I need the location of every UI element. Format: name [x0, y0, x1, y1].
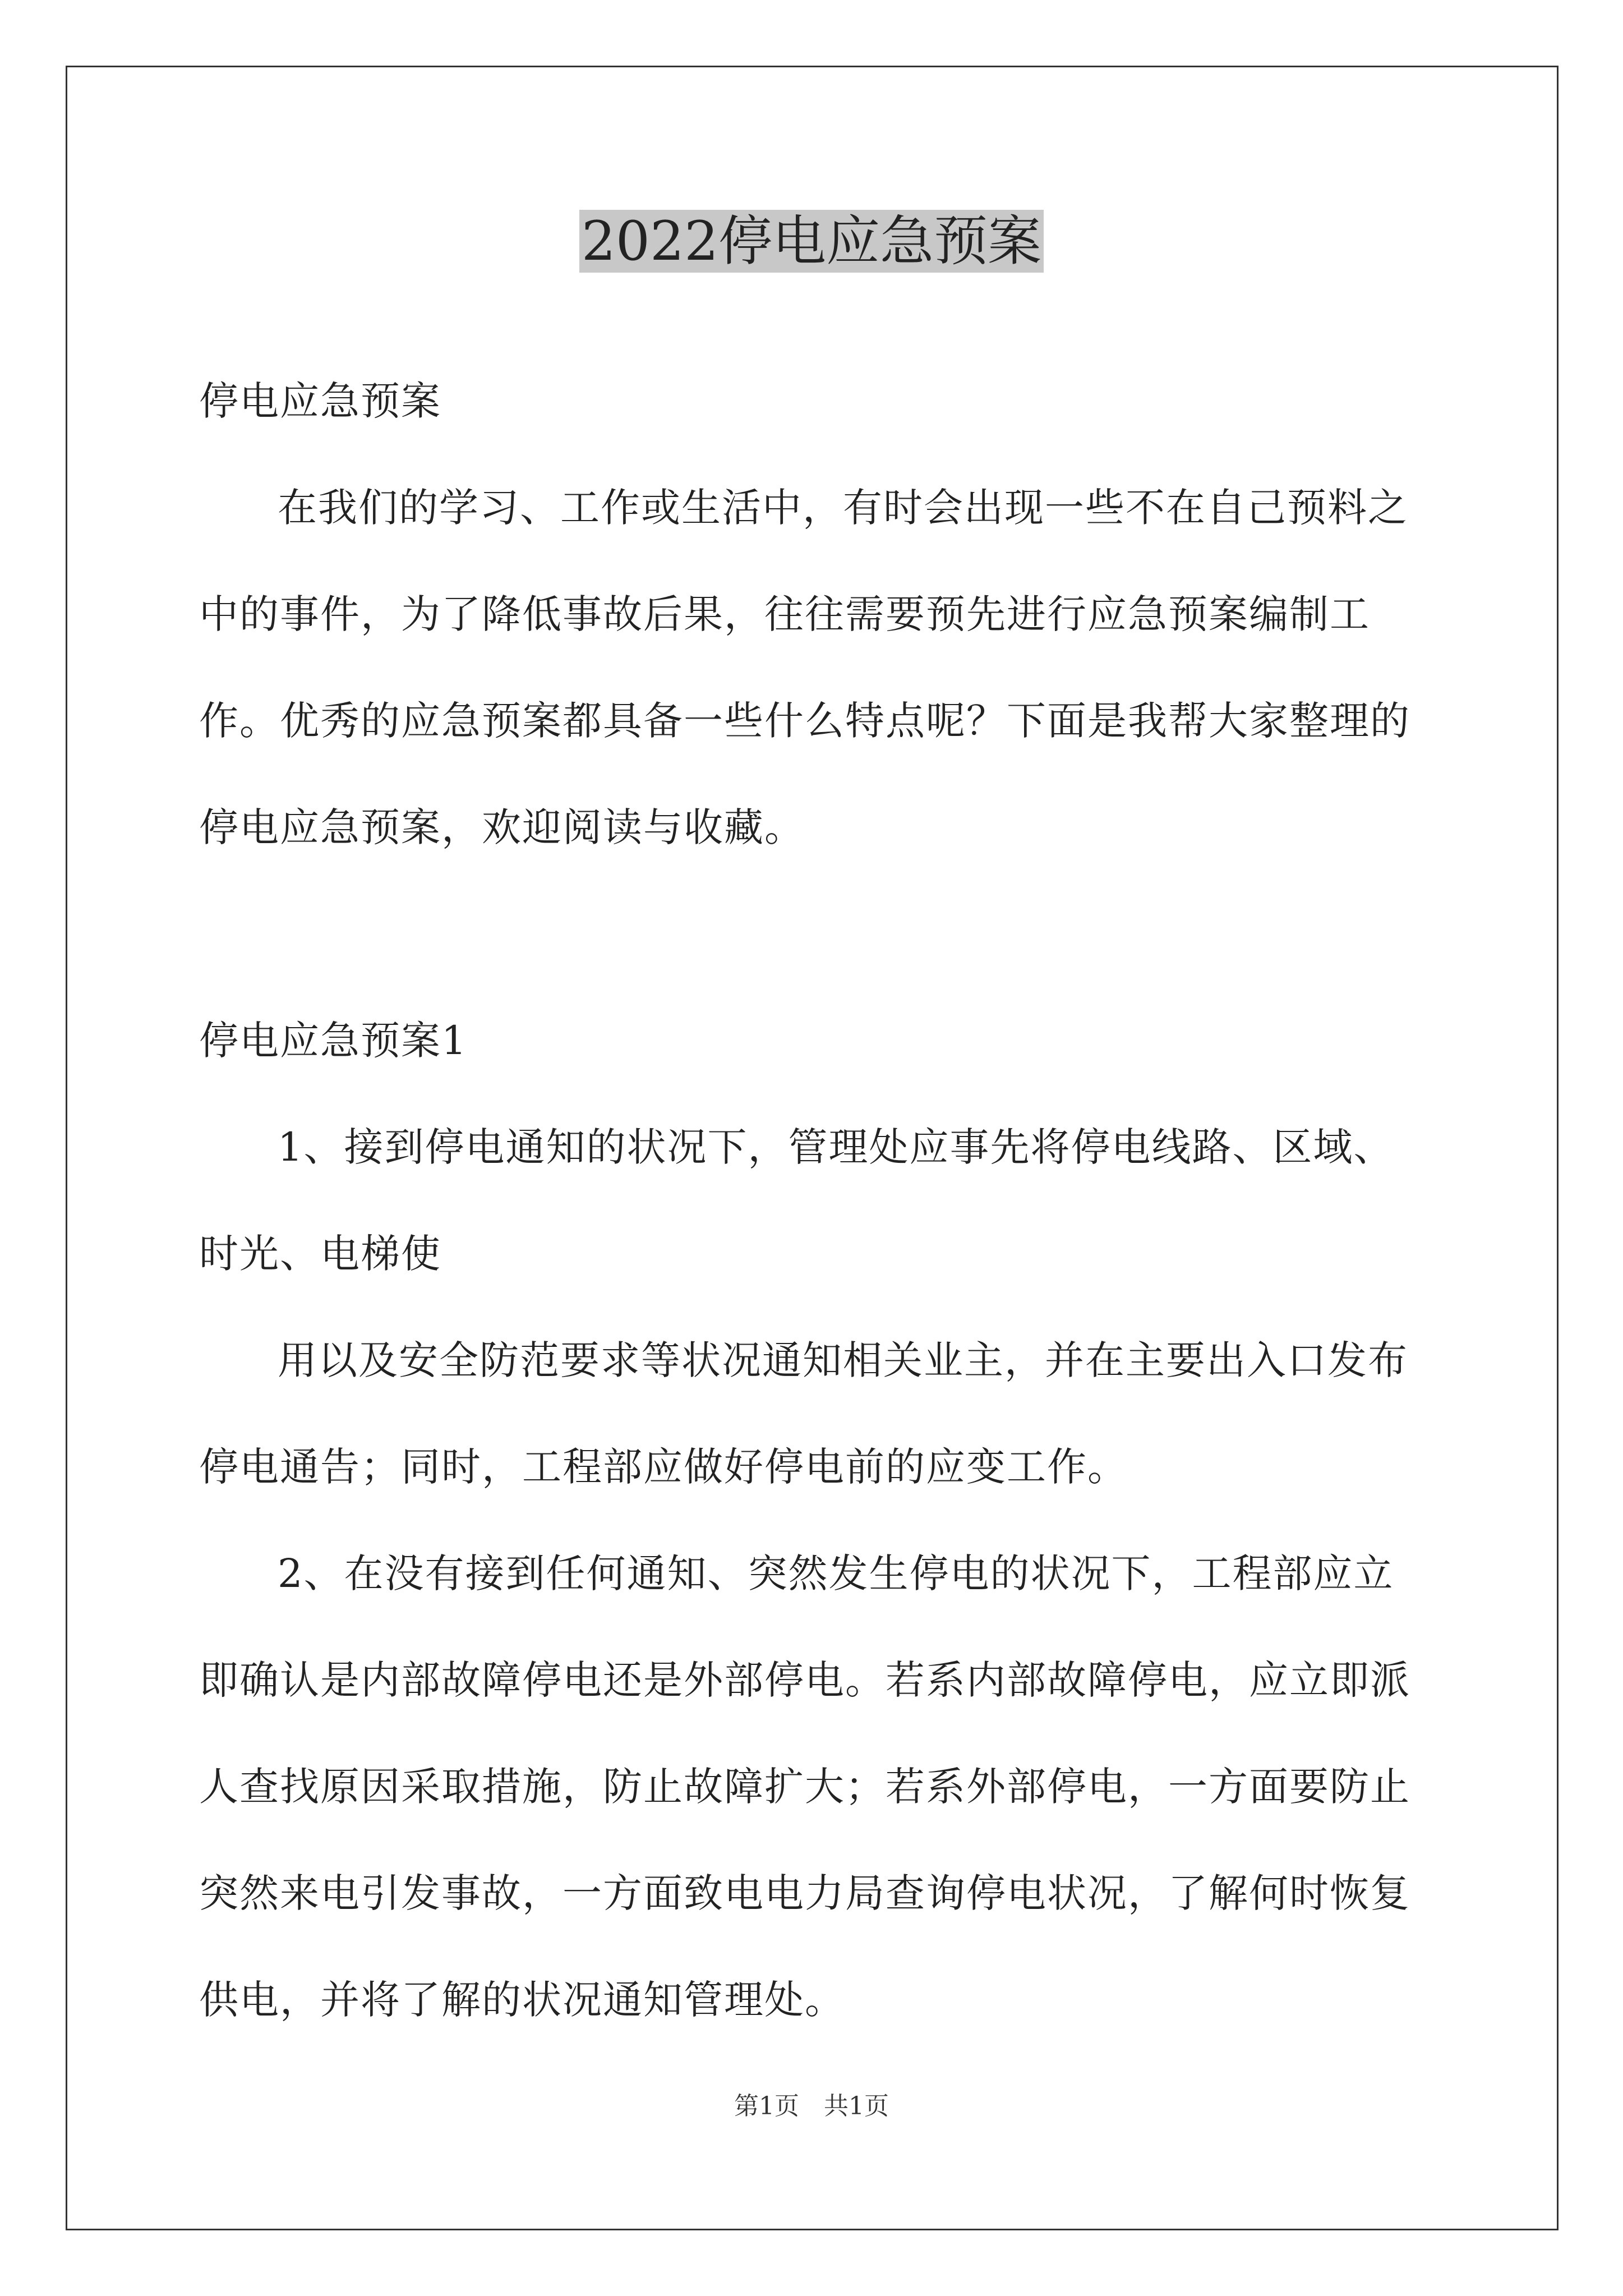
page-footer: 第1页 共1页: [734, 2092, 889, 2120]
item-2-paragraph: 2、在没有接到任何通知、突然发生停电的状况下，工程部应立即确认是内部故障停电还是外部停电。若系内部故障停电，应立即派人查找原因采取措施，防止故障扩大；若系外部停电，一方面要防止突然来电引发事故，一方面致电电力局查询停电状况，了解何时恢复供电，并将了解的状况通知管理处。: [199, 1550, 1410, 2023]
item-1-paragraph-part-2: 用以及安全防范要求等状况通知相关业主，并在主要出入口发布停电通告；同时，工程部应做好停电前的应变工作。: [199, 1337, 1408, 1490]
section-spacer: [199, 881, 1433, 987]
section-heading: 停电应急预案1: [199, 1018, 468, 1064]
document-title: [0, 205, 1623, 278]
document-body: [199, 348, 1433, 2053]
intro-paragraph: 在我们的学习、工作或生活中，有时会出现一些不在自己预料之中的事件，为了降低事故后果，往往需要预先进行应急预案编制工作。优秀的应急预案都具备一些什么特点呢？下面是我帮大家整理的停电应急预案，欢迎阅读与收藏。: [199, 485, 1410, 850]
item-1-paragraph-part-1: 1、接到停电通知的状况下，管理处应事先将停电线路、区域、时光、电梯使: [199, 1124, 1394, 1277]
document-title-text: 2022停电应急预案: [579, 210, 1044, 273]
document-subtitle: 停电应急预案: [199, 378, 441, 424]
